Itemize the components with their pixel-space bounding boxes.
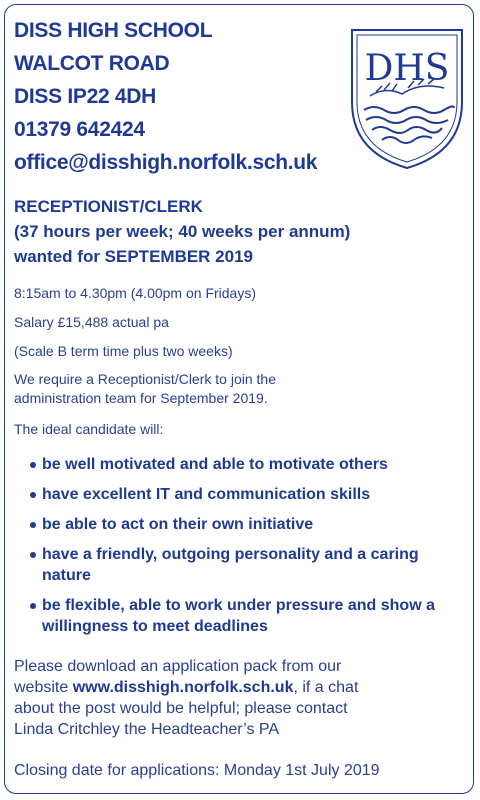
application-info [14,656,470,740]
closing-line-1: Please download an application pack from our [14,658,342,675]
closing-line-4: Linda Critchley the Headteacher’s PA [14,721,280,738]
website-link[interactable]: www.disshigh.norfolk.sch.uk [72,679,294,696]
intro-text [14,370,470,408]
bullet-icon [30,462,36,468]
list-item: be able to act on their own initiative [14,514,474,535]
closing-date: Closing date for applications: Monday 1st July 2019 [14,762,380,779]
intro-line-2: administration team for September 2019. [14,390,268,406]
job-start: wanted for SEPTEMBER 2019 [14,247,254,266]
town-postcode: DISS IP22 4DH [14,85,156,108]
crest-monogram: DHS [364,48,450,89]
salary: Salary £15,488 actual pa [14,314,169,330]
requirements-list [14,454,474,646]
closing-line-2: website www.disshigh.norfolk.sch.uk, if a chat [14,679,359,696]
list-item: be flexible, able to work under pressure and show a willingness to meet deadlines [14,595,462,637]
job-title-block [14,194,470,269]
school-crest-icon [346,24,468,172]
salary-scale: (Scale B term time plus two weeks) [14,343,233,359]
bullet-icon [30,603,36,609]
email-address: office@disshigh.norfolk.sch.uk [14,151,318,174]
bullet-icon [30,552,36,558]
job-hours: (37 hours per week; 40 weeks per annum) [14,222,351,241]
phone-number: 01379 642424 [14,118,145,141]
list-item: have a friendly, outgoing personality and a caring nature [14,544,442,586]
job-title: RECEPTIONIST/CLERK [14,197,203,216]
bullet-icon [30,522,36,528]
street: WALCOT ROAD [14,52,170,75]
list-item: have excellent IT and communication skills [14,484,474,505]
list-item: be well motivated and able to motivate others [14,454,474,475]
closing-line-3: about the post would be helpful; please contact [14,700,348,717]
school-name: DISS HIGH SCHOOL [14,19,213,42]
ideal-candidate-heading: The ideal candidate will: [14,421,164,437]
school-address-block [14,14,317,179]
intro-line-1: We require a Receptionist/Clerk to join the [14,371,276,387]
working-times: 8:15am to 4.30pm (4.00pm on Fridays) [14,285,257,301]
bullet-icon [30,492,36,498]
